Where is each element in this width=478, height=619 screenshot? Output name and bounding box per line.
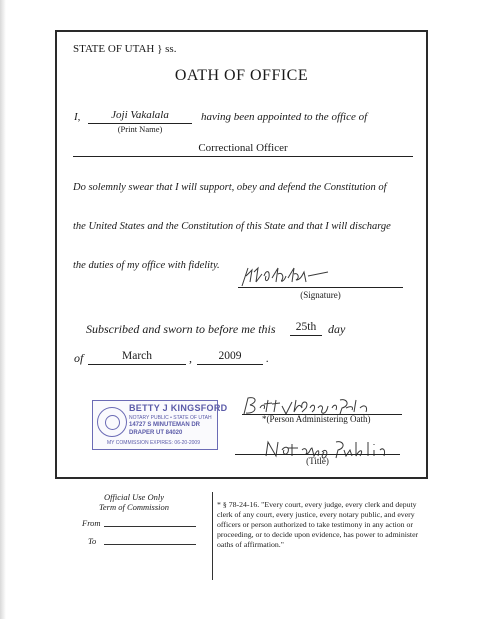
footer-divider <box>212 492 213 580</box>
title-caption: (Title) <box>306 456 329 466</box>
date-period: . <box>266 351 269 365</box>
state-line: STATE OF UTAH } ss. <box>73 43 177 55</box>
day-label: day <box>328 322 346 336</box>
signature-line[interactable] <box>238 287 403 288</box>
state-seal-icon <box>97 407 127 437</box>
page-title: OATH OF OFFICE <box>174 67 309 84</box>
statute-text: * § 78-24-16. "Every court, every judge, every clerk and deputy clerk of any court, every justice, every notary public, and every officers or person authorized to take testimony in any action or proceeding, or to decide upon evidence, has power to administer oaths of affirmation." <box>217 500 419 549</box>
oath-text-line-2: the United States and the Constitution of this State and that I will discharge <box>73 221 391 232</box>
to-label: To <box>88 536 97 546</box>
affiant-signature <box>238 262 338 290</box>
notary-stamp <box>92 400 228 450</box>
title-line[interactable] <box>235 454 400 455</box>
stamp-line-4: MY COMMISSION EXPIRES: 06-20-2009 <box>107 440 200 446</box>
date-comma: , <box>189 351 192 365</box>
month-field[interactable]: March <box>88 350 186 365</box>
oath-text-line-3: the duties of my office with fidelity. <box>73 260 220 271</box>
administering-caption: *(Person Administering Oath) <box>262 414 371 424</box>
appointed-text: having been appointed to the office of <box>201 111 368 123</box>
stamp-name: BETTY J KINGSFORD <box>129 403 228 413</box>
stamp-line-1: NOTARY PUBLIC • STATE OF UTAH <box>129 415 212 421</box>
office-field[interactable]: Correctional Officer <box>73 142 413 157</box>
to-field[interactable] <box>104 544 196 545</box>
print-name-caption: (Print Name) <box>117 124 163 134</box>
subscribed-text: Subscribed and sworn to before me this <box>86 322 276 336</box>
print-name-field[interactable]: Joji Vakalala <box>88 109 192 124</box>
year-field[interactable]: 2009 <box>197 350 263 365</box>
official-use-heading: Official Use Only <box>104 492 164 502</box>
of-label: of <box>74 351 84 365</box>
i-label: I, <box>74 111 81 123</box>
stamp-line-3: DRAPER UT 84020 <box>129 430 183 436</box>
stamp-line-2: 14727 S MINUTEMAN DR <box>129 422 201 428</box>
from-label: From <box>82 518 101 528</box>
signature-caption: (Signature) <box>300 290 341 300</box>
term-of-commission: Term of Commission <box>98 502 170 512</box>
from-field[interactable] <box>104 526 196 527</box>
oath-text-line-1: Do solemnly swear that I will support, obey and defend the Constitution of <box>73 182 387 193</box>
page-edge <box>0 0 6 619</box>
day-field[interactable]: 25th <box>290 321 322 336</box>
